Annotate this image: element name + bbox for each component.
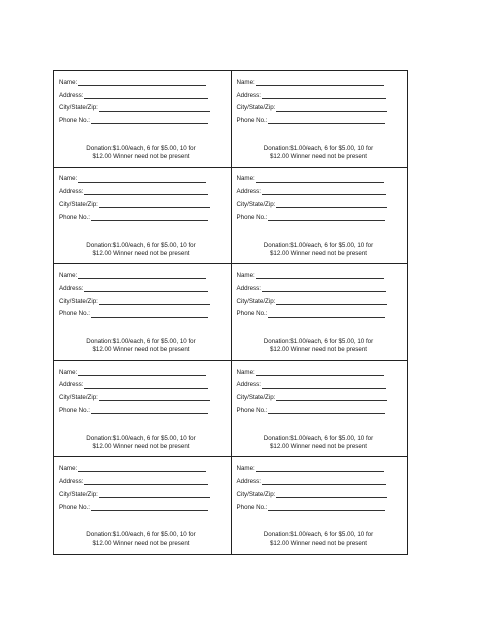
city-state-zip-underline[interactable] (99, 201, 210, 208)
city-state-zip-field[interactable] (59, 393, 231, 401)
phone-label: Phone No.: (236, 503, 268, 511)
city-state-zip-field[interactable] (59, 200, 231, 208)
phone-field[interactable] (59, 406, 231, 414)
city-state-zip-underline[interactable] (276, 298, 387, 305)
raffle-ticket (231, 361, 408, 458)
raffle-ticket (54, 71, 231, 168)
name-underline[interactable] (256, 176, 384, 183)
name-label: Name: (236, 368, 255, 376)
address-underline[interactable] (262, 285, 386, 292)
name-label: Name: (236, 465, 255, 473)
name-field[interactable] (237, 78, 408, 86)
phone-field[interactable] (237, 116, 408, 124)
phone-underline[interactable] (91, 504, 208, 511)
name-underline[interactable] (256, 79, 384, 86)
phone-underline[interactable] (91, 214, 208, 221)
name-underline[interactable] (78, 272, 206, 279)
address-underline[interactable] (262, 92, 386, 99)
address-label: Address: (59, 477, 84, 485)
address-underline[interactable] (84, 188, 208, 195)
phone-label: Phone No.: (236, 406, 268, 414)
address-label: Address: (59, 284, 84, 292)
address-underline[interactable] (84, 285, 208, 292)
address-field[interactable] (59, 91, 231, 99)
phone-underline[interactable] (268, 504, 385, 511)
address-field[interactable] (59, 187, 231, 195)
address-field[interactable] (237, 284, 408, 292)
city-state-zip-field[interactable] (59, 490, 231, 498)
raffle-ticket (231, 71, 408, 168)
name-underline[interactable] (78, 369, 206, 376)
name-underline[interactable] (78, 465, 206, 472)
name-label: Name: (236, 175, 255, 183)
name-underline[interactable] (256, 369, 384, 376)
city-state-zip-label: City/State/Zip: (59, 394, 98, 402)
phone-label: Phone No.: (59, 503, 90, 511)
name-field[interactable] (59, 368, 231, 376)
phone-field[interactable] (59, 310, 231, 318)
phone-underline[interactable] (268, 311, 385, 318)
phone-label: Phone No.: (59, 117, 90, 125)
phone-underline[interactable] (268, 214, 385, 221)
city-state-zip-field[interactable] (237, 490, 408, 498)
phone-label: Phone No.: (236, 310, 268, 318)
name-label: Name: (236, 78, 255, 86)
raffle-ticket (54, 457, 231, 554)
name-field[interactable] (59, 464, 231, 472)
address-underline[interactable] (84, 478, 208, 485)
city-state-zip-label: City/State/Zip: (236, 200, 276, 208)
city-state-zip-underline[interactable] (99, 394, 210, 401)
phone-label: Phone No.: (236, 213, 268, 221)
address-underline[interactable] (84, 382, 208, 389)
donation-text: Donation:$1.00/each, 6 for $5.00, 10 for $12.00 Winner need not be present (263, 338, 374, 354)
address-label: Address: (236, 188, 261, 196)
phone-field[interactable] (237, 310, 408, 318)
raffle-ticket (54, 361, 231, 458)
name-label: Name: (59, 78, 78, 86)
name-field[interactable] (237, 464, 408, 472)
address-underline[interactable] (84, 92, 208, 99)
address-field[interactable] (237, 477, 408, 485)
address-field[interactable] (237, 381, 408, 389)
address-underline[interactable] (262, 382, 386, 389)
name-field[interactable] (237, 271, 408, 279)
city-state-zip-field[interactable] (59, 297, 231, 305)
address-field[interactable] (59, 477, 231, 485)
city-state-zip-underline[interactable] (276, 394, 387, 401)
address-label: Address: (59, 91, 84, 99)
phone-underline[interactable] (268, 117, 385, 124)
donation-text: Donation:$1.00/each, 6 for $5.00, 10 for $12.00 Winner need not be present (86, 338, 196, 354)
phone-underline[interactable] (268, 407, 385, 414)
address-label: Address: (236, 381, 261, 389)
phone-field[interactable] (59, 213, 231, 221)
phone-field[interactable] (237, 213, 408, 221)
address-field[interactable] (59, 284, 231, 292)
phone-field[interactable] (59, 503, 231, 511)
city-state-zip-underline[interactable] (99, 298, 210, 305)
city-state-zip-label: City/State/Zip: (59, 200, 98, 208)
donation-text: Donation:$1.00/each, 6 for $5.00, 10 for $12.00 Winner need not be present (86, 241, 196, 257)
name-label: Name: (236, 271, 255, 279)
city-state-zip-label: City/State/Zip: (59, 297, 98, 305)
raffle-ticket (231, 264, 408, 361)
city-state-zip-field[interactable] (59, 104, 231, 112)
phone-underline[interactable] (91, 117, 208, 124)
city-state-zip-label: City/State/Zip: (236, 297, 276, 305)
name-underline[interactable] (78, 176, 206, 183)
raffle-ticket-sheet (53, 70, 408, 555)
name-label: Name: (59, 175, 78, 183)
donation-text: Donation:$1.00/each, 6 for $5.00, 10 for $12.00 Winner need not be present (263, 531, 374, 547)
donation-text: Donation:$1.00/each, 6 for $5.00, 10 for $12.00 Winner need not be present (86, 434, 196, 450)
address-field[interactable] (237, 187, 408, 195)
donation-text: Donation:$1.00/each, 6 for $5.00, 10 for $12.00 Winner need not be present (263, 241, 374, 257)
name-field[interactable] (237, 368, 408, 376)
city-state-zip-underline[interactable] (276, 491, 387, 498)
city-state-zip-underline[interactable] (99, 491, 210, 498)
address-label: Address: (59, 381, 84, 389)
city-state-zip-label: City/State/Zip: (59, 490, 98, 498)
phone-underline[interactable] (91, 407, 208, 414)
phone-label: Phone No.: (236, 117, 268, 125)
phone-label: Phone No.: (59, 310, 90, 318)
address-underline[interactable] (262, 188, 386, 195)
city-state-zip-underline[interactable] (276, 105, 387, 112)
raffle-ticket (231, 168, 408, 265)
raffle-ticket (231, 457, 408, 554)
phone-underline[interactable] (91, 311, 208, 318)
phone-field[interactable] (237, 503, 408, 511)
address-label: Address: (59, 188, 84, 196)
name-underline[interactable] (78, 79, 206, 86)
name-label: Name: (59, 368, 78, 376)
donation-text: Donation:$1.00/each, 6 for $5.00, 10 for $12.00 Winner need not be present (263, 434, 374, 450)
donation-text: Donation:$1.00/each, 6 for $5.00, 10 for $12.00 Winner need not be present (86, 145, 196, 161)
city-state-zip-label: City/State/Zip: (236, 394, 276, 402)
city-state-zip-underline[interactable] (276, 201, 387, 208)
city-state-zip-label: City/State/Zip: (236, 490, 276, 498)
name-field[interactable] (59, 78, 231, 86)
name-label: Name: (59, 465, 78, 473)
city-state-zip-label: City/State/Zip: (236, 104, 276, 112)
name-field[interactable] (59, 271, 231, 279)
name-underline[interactable] (256, 465, 384, 472)
name-field[interactable] (237, 175, 408, 183)
donation-text: Donation:$1.00/each, 6 for $5.00, 10 for $12.00 Winner need not be present (263, 145, 374, 161)
donation-text: Donation:$1.00/each, 6 for $5.00, 10 for $12.00 Winner need not be present (86, 531, 196, 547)
city-state-zip-field[interactable] (237, 104, 408, 112)
city-state-zip-field[interactable] (237, 297, 408, 305)
address-label: Address: (236, 91, 261, 99)
address-label: Address: (236, 284, 261, 292)
phone-field[interactable] (237, 406, 408, 414)
name-underline[interactable] (256, 272, 384, 279)
raffle-ticket (54, 168, 231, 265)
city-state-zip-field[interactable] (237, 393, 408, 401)
city-state-zip-underline[interactable] (99, 105, 210, 112)
name-label: Name: (59, 271, 78, 279)
raffle-ticket (54, 264, 231, 361)
address-field[interactable] (59, 381, 231, 389)
address-field[interactable] (237, 91, 408, 99)
city-state-zip-field[interactable] (237, 200, 408, 208)
phone-label: Phone No.: (59, 213, 90, 221)
address-label: Address: (236, 477, 261, 485)
phone-field[interactable] (59, 116, 231, 124)
name-field[interactable] (59, 175, 231, 183)
phone-label: Phone No.: (59, 406, 90, 414)
address-underline[interactable] (262, 478, 386, 485)
city-state-zip-label: City/State/Zip: (59, 104, 98, 112)
